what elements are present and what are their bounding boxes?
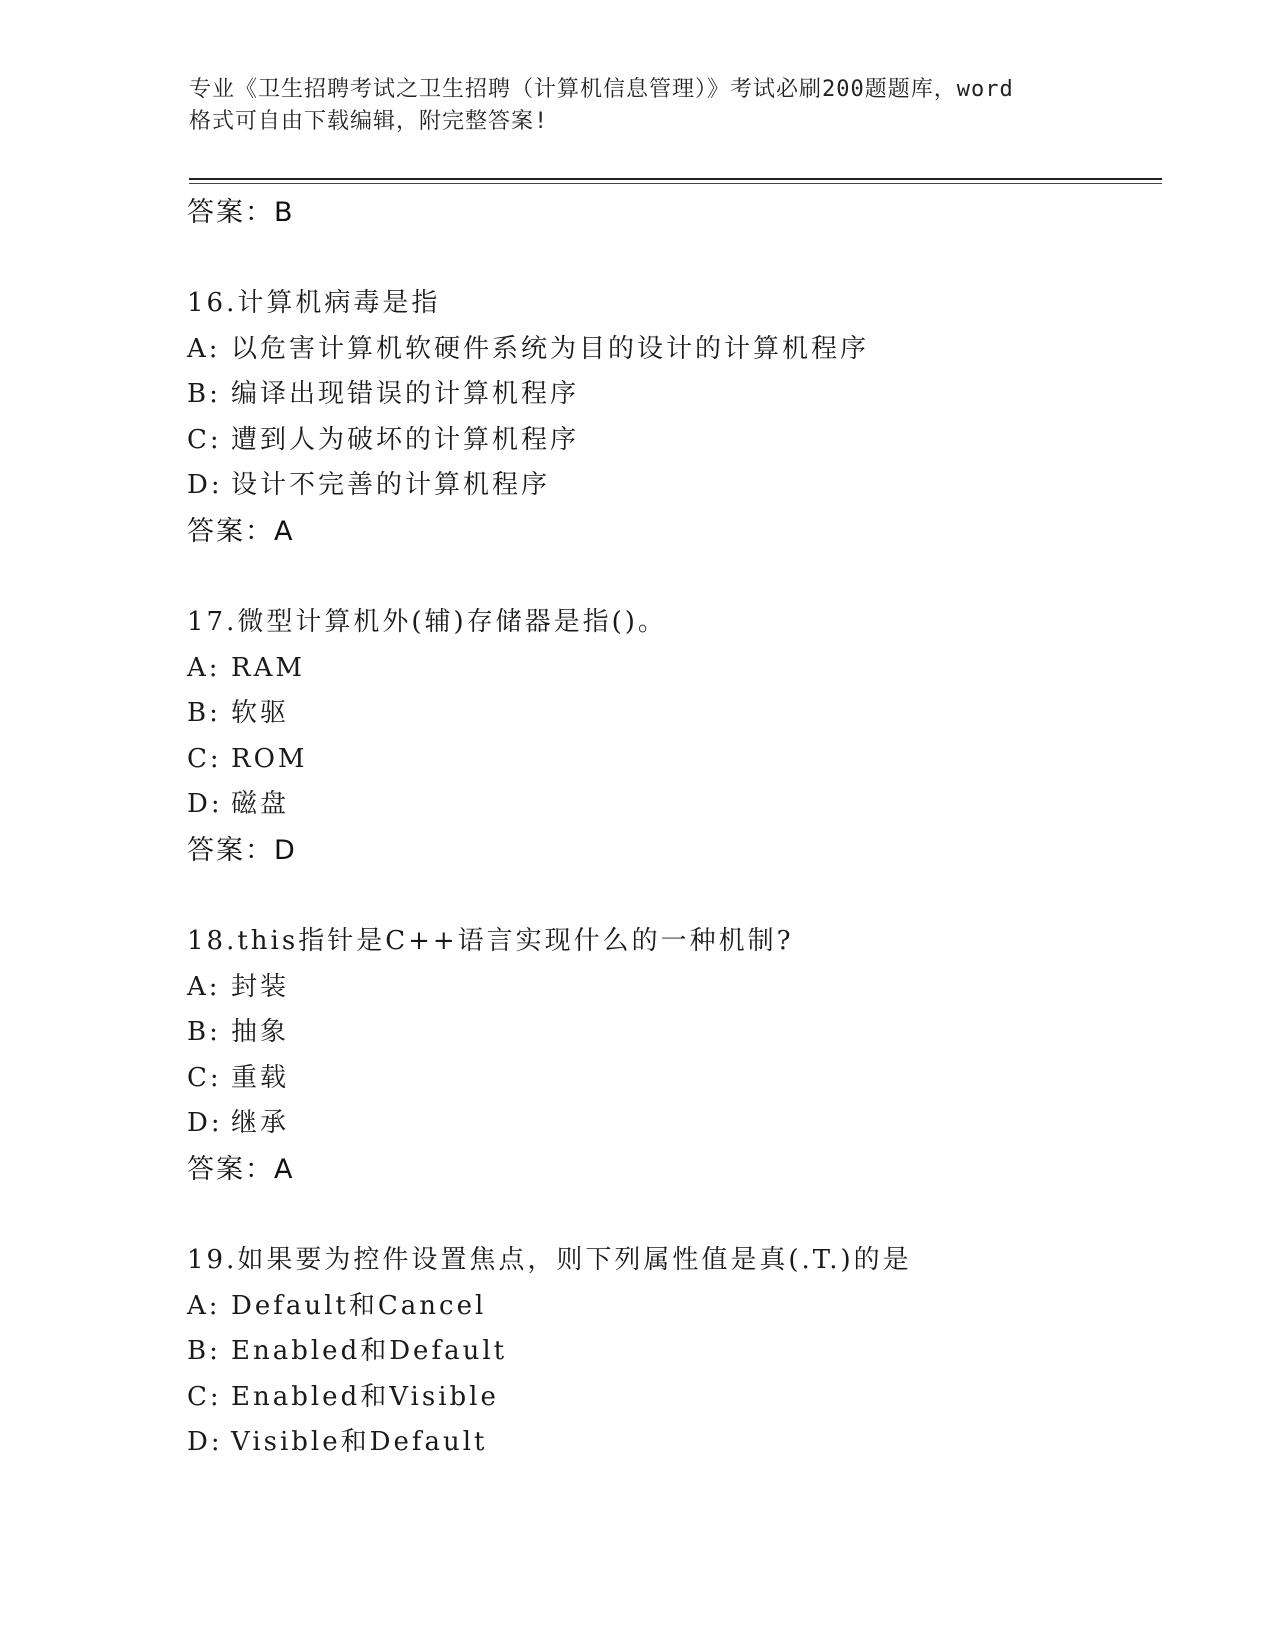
option-c xyxy=(187,1056,1162,1102)
option-text: 封装 xyxy=(231,971,290,1002)
option-key: C: xyxy=(187,1381,222,1412)
option-key: D: xyxy=(187,470,223,501)
option-text: 设计不完善的计算机程序 xyxy=(231,470,551,501)
option-c xyxy=(187,737,1162,783)
option-text: 软驱 xyxy=(231,698,290,729)
answer-line: 答案：D xyxy=(187,834,297,866)
option-text: 磁盘 xyxy=(231,789,290,820)
question-block xyxy=(187,1238,1162,1466)
option-key: B: xyxy=(187,1336,221,1367)
option-text: 继承 xyxy=(231,1108,290,1139)
option-text: Visible和Default xyxy=(231,1427,488,1458)
previous-answer: 答案：B xyxy=(187,197,295,228)
spacer xyxy=(187,874,1162,919)
question-block xyxy=(187,919,1162,1193)
option-key: D: xyxy=(187,789,223,820)
option-key: D: xyxy=(187,1108,223,1139)
option-key: B: xyxy=(187,1017,221,1048)
spacer xyxy=(187,236,1162,281)
option-text: Enabled和Visible xyxy=(231,1381,499,1412)
option-key: B: xyxy=(187,698,221,729)
spacer xyxy=(187,555,1162,600)
option-b xyxy=(187,1329,1162,1375)
option-key: C: xyxy=(187,743,222,774)
header-divider xyxy=(189,178,1162,180)
option-text: ROM xyxy=(231,743,308,774)
option-c xyxy=(187,1375,1162,1421)
option-key: A: xyxy=(187,971,221,1002)
question-stem: 18.this指针是C++语言实现什么的一种机制? xyxy=(187,925,794,956)
option-c xyxy=(187,418,1162,464)
option-a xyxy=(187,965,1162,1011)
option-a xyxy=(187,327,1162,373)
question-block xyxy=(187,281,1162,555)
answer-line: 答案：A xyxy=(187,1153,295,1185)
answer-line: 答案：A xyxy=(187,515,295,547)
option-b xyxy=(187,372,1162,418)
document-header xyxy=(189,74,1089,138)
option-key: C: xyxy=(187,1062,222,1093)
header-line-1: 专业《卫生招聘考试之卫生招聘（计算机信息管理）》考试必刷200题题库，word xyxy=(189,77,1014,102)
option-b xyxy=(187,691,1162,737)
option-key: A: xyxy=(187,1290,221,1321)
option-text: 以危害计算机软硬件系统为目的设计的计算机程序 xyxy=(231,333,870,364)
header-line-2: 格式可自由下载编辑，附完整答案! xyxy=(189,109,549,134)
option-key: A: xyxy=(187,333,221,364)
option-text: RAM xyxy=(231,652,305,683)
option-text: 抽象 xyxy=(231,1017,290,1048)
header-divider-thin xyxy=(189,183,1162,184)
question-stem: 16.计算机病毒是指 xyxy=(187,288,441,318)
option-d xyxy=(187,1420,1162,1466)
option-d xyxy=(187,782,1162,828)
option-b xyxy=(187,1010,1162,1056)
option-text: 重载 xyxy=(231,1062,290,1093)
option-text: 遭到人为破坏的计算机程序 xyxy=(231,424,580,455)
option-text: Default和Cancel xyxy=(231,1290,487,1321)
question-stem: 17.微型计算机外(辅)存储器是指()。 xyxy=(187,606,667,637)
option-key: C: xyxy=(187,424,222,455)
option-a xyxy=(187,1284,1162,1330)
option-d xyxy=(187,1101,1162,1147)
question-stem: 19.如果要为控件设置焦点，则下列属性值是真(.T.)的是 xyxy=(187,1244,912,1275)
option-text: 编译出现错误的计算机程序 xyxy=(231,379,580,410)
option-text: Enabled和Default xyxy=(231,1336,508,1367)
question-list xyxy=(187,190,1162,1466)
option-key: A: xyxy=(187,652,221,683)
option-d xyxy=(187,463,1162,509)
option-key: B: xyxy=(187,379,221,410)
option-key: D: xyxy=(187,1427,223,1458)
question-block xyxy=(187,600,1162,874)
spacer xyxy=(187,1193,1162,1238)
option-a xyxy=(187,646,1162,692)
